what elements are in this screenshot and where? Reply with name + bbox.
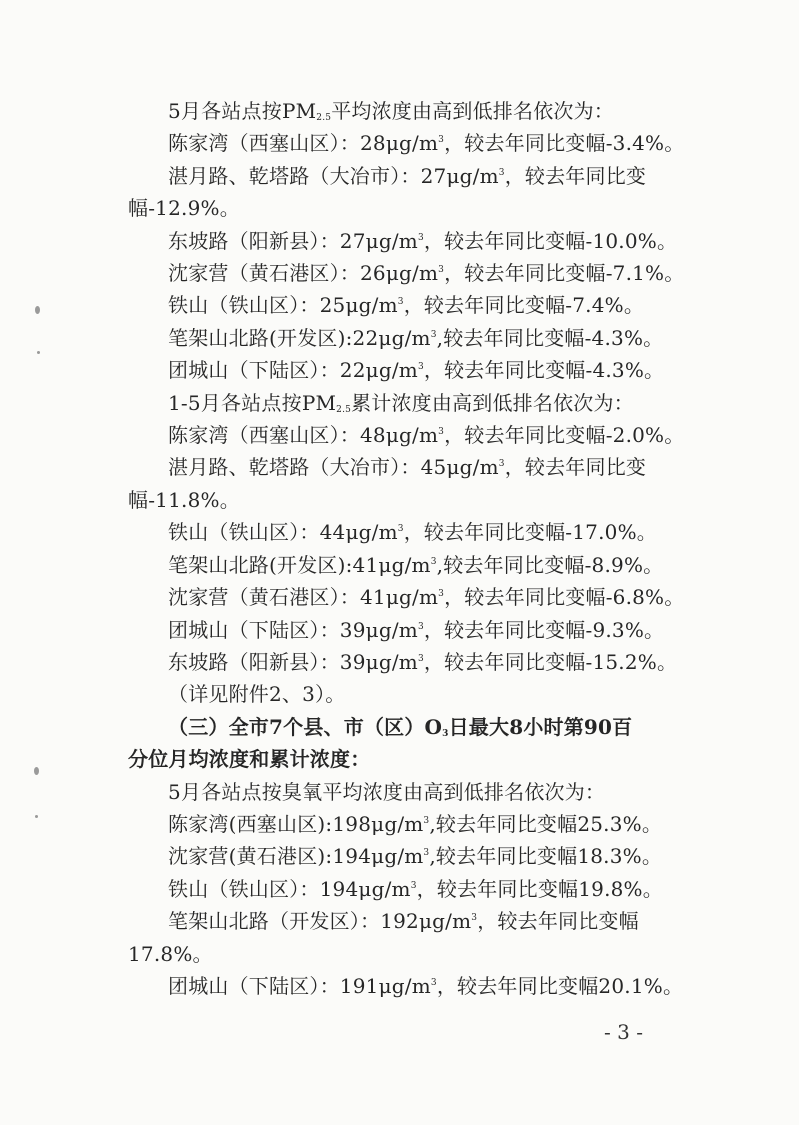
page-number: - 3 - bbox=[604, 1020, 643, 1044]
paragraph-line: 沈家营（黄石港区）：$41\mu g/m^3$，较去年同比变幅-6.8%。 bbox=[168, 585, 685, 610]
paragraph-line: 沈家营(黄石港区)$:194\mu g/m^3$,较去年同比变幅18.3%。 bbox=[168, 844, 663, 869]
paragraph-line: （详见附件2、3）。 bbox=[168, 682, 346, 707]
paragraph-line: 5月各站点按臭氧平均浓度由高到低排名依次为： bbox=[168, 779, 606, 804]
paragraph-line: 幅-11.8%。 bbox=[128, 487, 240, 512]
paragraph-line: 5月各站点按$PM_{2.5}$平均浓度由高到低排名依次为： bbox=[168, 99, 615, 123]
paragraph-line: 东坡路（阳新县）：$27\mu g/m^3$，较去年同比变幅-10.0%。 bbox=[168, 228, 678, 253]
paragraph-line: 铁山（铁山区）：$44\mu g/m^3$，较去年同比变幅-17.0%。 bbox=[168, 520, 657, 545]
scan-speck bbox=[35, 815, 38, 818]
scan-speck bbox=[34, 767, 39, 775]
paragraph-line: 湛月路、乾塔路（大冶市）：$45\mu g/m^3$，较去年同比变 bbox=[168, 455, 647, 480]
section-heading: （三）全市7个县、市（区）$O_3$日最大8小时第90百 bbox=[168, 714, 633, 739]
body-text bbox=[128, 95, 683, 1002]
paragraph-line: 团城山（下陆区）：$39\mu g/m^3$，较去年同比变幅-9.3%。 bbox=[168, 617, 665, 642]
paragraph-line: 陈家湾（西塞山区）：$48\mu g/m^3$，较去年同比变幅-2.0%。 bbox=[168, 423, 685, 448]
paragraph-line: 团城山（下陆区）：$22\mu g/m^3$，较去年同比变幅-4.3%。 bbox=[168, 358, 665, 383]
paragraph-line: 笔架山北路(开发区)$:22\mu g/m^3$,较去年同比变幅-4.3%。 bbox=[168, 325, 664, 350]
paragraph-line: 笔架山北路（开发区）：$192\mu g/m^3$，较去年同比变幅 bbox=[168, 909, 639, 934]
paragraph-line: 1-5月各站点按$PM_{2.5}$累计浓度由高到低排名依次为： bbox=[168, 390, 634, 415]
paragraph-line: 湛月路、乾塔路（大冶市）：$27\mu g/m^3$，较去年同比变 bbox=[168, 163, 647, 188]
paragraph-line: 铁山（铁山区）：$194\mu g/m^3$，较去年同比变幅19.8%。 bbox=[168, 876, 663, 901]
paragraph-line: 东坡路（阳新县）：$39\mu g/m^3$，较去年同比变幅-15.2%。 bbox=[168, 649, 678, 674]
section-heading: 分位月均浓度和累计浓度： bbox=[128, 747, 371, 772]
paragraph-line: 笔架山北路(开发区)$:41\mu g/m^3$,较去年同比变幅-8.9%。 bbox=[168, 552, 664, 577]
scan-speck bbox=[37, 351, 40, 354]
paragraph-line: 铁山（铁山区）：$25\mu g/m^3$，较去年同比变幅-7.4%。 bbox=[168, 293, 645, 318]
paragraph-line: 幅-12.9%。 bbox=[128, 196, 240, 221]
scan-speck bbox=[35, 306, 40, 314]
paragraph-line: 团城山（下陆区）：$191\mu g/m^3$，较去年同比变幅20.1%。 bbox=[168, 973, 684, 998]
paragraph-line: 陈家湾（西塞山区）：$28\mu g/m^3$，较去年同比变幅-3.4%。 bbox=[168, 131, 685, 156]
paragraph-line: 17.8%。 bbox=[128, 941, 213, 966]
paragraph-line: 沈家营（黄石港区）：$26\mu g/m^3$，较去年同比变幅-7.1%。 bbox=[168, 261, 685, 286]
paragraph-line: 陈家湾(西塞山区)$:198\mu g/m^3$,较去年同比变幅25.3%。 bbox=[168, 811, 663, 836]
